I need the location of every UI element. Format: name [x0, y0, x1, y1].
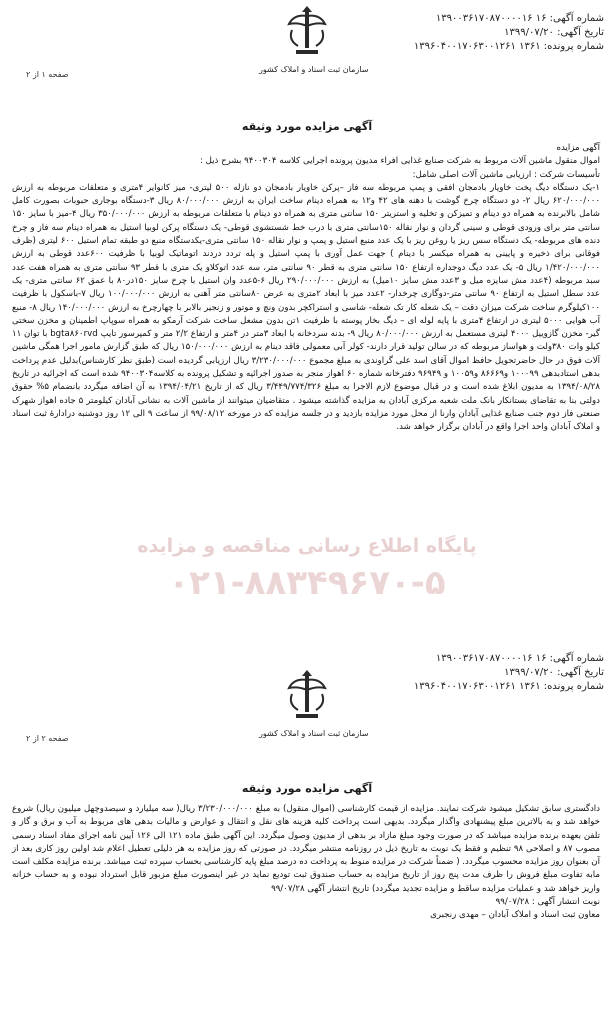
notice-body: [12, 142, 600, 435]
ad-number: شماره آگهی: ۱۶ ۱۳۹۰۰۳۶۱۷۰۸۷۰۰۰۰۱۶: [435, 653, 604, 664]
watermark-text: پایگاه اطلاع رسانی مناقصه و مزایده: [137, 535, 477, 557]
notice-title: آگهی مزایده مورد وثیقه: [241, 782, 373, 795]
case-number: شماره پرونده: ۱۳۶۱ ۱۳۹۶۰۴۰۰۱۷۰۶۳۰۰۱۲۶۱: [413, 41, 604, 52]
org-name: سازمان ثبت اسناد و املاک کشور: [259, 65, 369, 74]
case-number: شماره پرونده: ۱۳۶۱ ۱۳۹۶۰۴۰۰۱۷۰۶۳۰۰۱۲۶۱: [413, 681, 604, 692]
watermark-phone: ۰۲۱-۸۸۳۴۹۶۷۰-۵: [168, 563, 446, 603]
judiciary-emblem: [259, 4, 369, 74]
org-name: سازمان ثبت اسناد و املاک کشور: [259, 729, 369, 738]
ad-date: تاریخ آگهی: ۱۳۹۹/۰۷/۲۰: [504, 27, 604, 38]
paragraph: ۱-یک دستگاه دیگ پخت خاویار بادمجان افقی و پمپ مربوطه سه فاز –پرکن خاویار بادمجان دو نازله ۵۰۰ لیتری- میز کانوایر ۴متری و متعلقات مربوطه به ارزش ۶۲۰/۰۰۰/۰۰۰ ریال ۲- دو دستگاه چرخ گوشت با دهنه های ۴۲ و۱۲ به همراه دینام ساخت ایران به ارزش ۸۰/۰۰۰/۰۰۰ ریال ۳-دستگاه بوجاری حبوبات بصورت کامل شامل بالابرنده به همراه دو دینام و تمیزکن و تخلیه و استریتر ۱۵۰ سانتی متری به همراه دو دینام با متعلقات مربوطه به ارزش ۳۵۰/۰۰۰/۰۰۰ ریال ۴-میز با سایز ۱۵۰ سانتی متر برای ورودی قوطی و سینی گردان و نوار نقاله ۱۵۰سانتی متری با درب خط شستشوی قوطی- یک دستگاه پرکن لوبیا استیل به همراه دینام سه فاز و چرخ دنده های مربوطه- یک دستگاه سس ریز یا روغن ریز با یک عدد منبع استیل و پمپ و نوار نقاله ۱۵۰ سانتی متری-یکدستگاه منبع دو طبقه تمام استیل ۶۰۰ لیتری (ظرف فوقانی برای ذخیره و پایینی به همراه میکسر با دینام ) جهت عمل آوری با پمپ استیل و پله تردد دردند اتوماتیک لوبیا با ظرفیت ۶۰۰عدد قوطی به ارزش ۱/۴۲۰/۰۰۰/۰۰۰ ریال ۵- یک عدد دیگ دوجداره ارتفاع ۱۵۰ سانتی متری به قطر ۹۰ سانتی متر، سه عدد اتوکلاو یک متری با قطر ۹۳ سانتی متری به همراه هفت عدد سبد مربوطه (۴عدد مش سایزه میل و ۳عدد مش سایز ۱۰میل) به ارزش ۲۹۰/۰۰۰/۰۰۰ ریال ۶-۵عدد وان استیل با چرخ سایز ۱۵۰در۸۰ با عمق ۶۲ سانتی متری- یک عدد سطل استیل به ارتفاع ۹۰ سانتی متر-دوگاری چرخدار- ۲عدد میز با ابعاد ۲متری به عرض ۸۰سانتی متر آهنی به ارزش ۱۰۰/۰۰۰/۰۰۰ ریال ۷-باسکول با ظرفیت ۱۰۰کیلوگرم ساخت شرکت میزان دقت – یک شعله کار تک شعله- شاسی و استراکچر بدون ونچ و موتور و زنجیر بالابر با چهارچرخ به ارزش ۱۴۰/۰۰۰/۰۰۰ ریال ۸- منبع آب هوایی ۵۰۰۰ لیتری در ارتفاع ۴متری با پایه لوله ای – دیگ بخار پوسته با ظرفیت ۱تن بدون مشعل ساخت شرکت آرمکو به همراه سوپاپ اطمینان و مخزن سختی گیر- مخزن گازوییل ۴۰۰۰ لیتری مستعمل به ارزش ۸۰/۰۰۰/۰۰۰ ریال ۹- بدنه سردخانه با ابعاد ۳متر در ۴متر و ارتفاع ۲/۲ متر و کمپرسور تایپ bgta۸۶۰rvd با توان ۱۱ کیلو وات ۳۸۰ولت و هواساز مربوطه که در سالن تولید قرار دارند- کولر آبی معمولی فاقد دینام به ارزش ۱۵۰/۰۰۰/۰۰۰ ریال که طبق گزارش مامور اجرا همگی ماشین آلات فوق در حال حاضرتحویل حافظ اموال آقای اسد علی گراوندی به مبلغ مجموع ۳/۲۳۰/۰۰۰/۰۰۰ ریال ارزیابی گردیده است (طبق نظر کارشناس)بدلیل عدم پرداخت بدهی استادبدهی ۱۰۰۰۹۹ و۸۶۶۶۹ و۱۰۰۵۹ و ۹۶۹۴۹ دفترخانه شماره ۶۰ اهواز منجر به صدور اجرائیه و تشکیل پرونده به کلاسه۹۴۰۰۳۰۴ شده است که اجرائیه در تاریخ ۱۳۹۴/۰۸/۲۸ به مدیون ابلاغ شده است و در قبال موضوع لازم الاجرا به مبلغ ۳/۴۴۹/۷۷۴/۳۲۶ ریال که از تاریخ ۱۳۹۴/۰۴/۲۱ به آن اضافه میگردد بانضمام ۵% حقوق دولتی بنا به تقاضای بستانکار بانک ملت شعبه مرکزی آبادان به مزایده گذاشته میشود . متقاضیان میتوانند از ماشین آلات به نشانی آبادان کیلومتر ۵ جاده اهواز شهرک صنعتی فاز دوم جنب صنایع غذایی آبادان وارنا از محل مورد مزایده بازدید و در جلسه مزایده که در مورخه ۹۹/۰۸/۱۲ از ساعت ۹ الی ۱۲ روز دوشنبه درادارهٔ ثبت اسناد و املاک آبادان واحد اجرا واقع در آبادان برگزار خواهد شد.: [12, 182, 601, 433]
emblem-icon: [284, 668, 330, 724]
paragraph: دادگستری سابق تشکیل میشود شرکت نمایند. مزایده از قیمت کارشناسی (اموال منقول) به مبلغ ۳/۲۳۰/۰۰۰/۰۰۰ ریال( سه میلیارد و سیصدوچهل میلیون ریال) شروع خواهد شد و به بالاترین مبلغ پیشنهادی واگذار میگردد. بدیهی است پرداخت کلیه هزینه های نقل و انتقال و عوارض و مالیات بدهی های مربوط به آب و برق و گاز و تلفن بعهده برنده مزایده میباشد که در صورت وجود مبلغ مازاد بر بدهی از مدیون وصول میگردد. این آگهی طبق ماده ۱۲۱ الی ۱۲۶ آیین نامه اجرای مفاد اسناد رسمی مصوب ۸۷ و اصلاحی ۹۸ تنظیم و فقط یک نوبت به تاریخ ذیل در روزنامه منتشر میگردد. در صورتی که روز مزایده به هر دلیلی تعطیل اعلام شد اولین روز کاری بعد از آن بعنوان روز مزایده محسوب میگردد. ( ضمناً شرکت در مزایده منوط به پرداخت ده درصد مبلغ پایه کارشناسی بحساب سپرده ثبت میباشد. برنده مزایده مکلف است مابه تفاوت مبلغ فروش را ظرف مدت پنج روز از تاریخ مزایده به حساب صندوق ثبت تودیع نماید در غیر اینصورت مبلغ مزبور قابل استرداد نبوده و به حساب خزانه واریز خواهد شد و عملیات مزایده ساقط و مزایده تجدید میگردد) تاریخ انتشار آگهی ۹۹/۰۷/۲۸: [12, 804, 600, 894]
notice-body: [12, 803, 600, 923]
paragraph: آگهی مزایده: [556, 143, 600, 153]
paragraph: تأسیسات شرکت : ارزیابی ماشین آلات اصلی شامل:: [412, 169, 600, 180]
ad-meta-block: [414, 12, 604, 54]
paragraph: معاون ثبت اسناد و املاک آبادان – مهدی رنجبری: [430, 910, 600, 921]
ad-number: شماره آگهی: ۱۶ ۱۳۹۰۰۳۶۱۷۰۸۷۰۰۰۰۱۶: [435, 13, 604, 24]
judiciary-emblem: [259, 668, 369, 738]
emblem-icon: [284, 4, 330, 60]
ad-date: تاریخ آگهی: ۱۳۹۹/۰۷/۲۰: [504, 667, 604, 678]
paragraph: اموال منقول ماشین آلات مربوط به شرکت صنایع غذایی افراء مدیون پرونده اجرایی کلاسه ۹۴۰۰۳۰۴ بشرح ذیل :: [200, 156, 600, 167]
paragraph: نوبت انتشار آگهی : ۹۹/۰۷/۲۸: [495, 897, 600, 908]
page-label: صفحه ۱ از ۲: [26, 70, 69, 79]
notice-title: آگهی مزایده مورد وثیقه: [241, 120, 373, 133]
page-label: صفحه ۲ از ۲: [26, 734, 69, 743]
ad-meta-block: [414, 652, 604, 694]
